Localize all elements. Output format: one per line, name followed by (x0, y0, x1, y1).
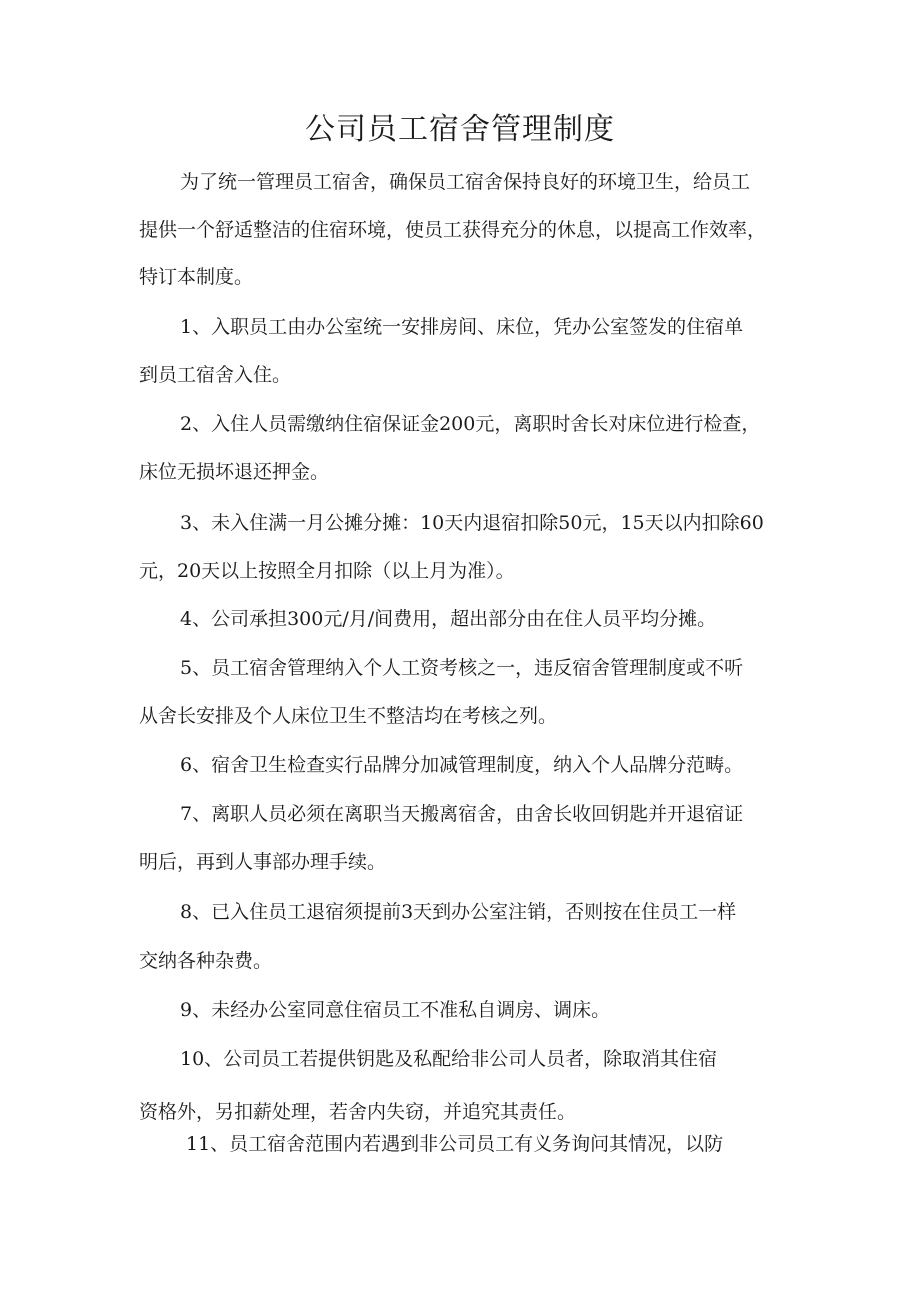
rule-10-line-2: 资格外，另扣薪处理，若舍内失窃，并追究其责任。 (139, 1101, 577, 1123)
rule-3-line-2: 元，20天以上按照全月扣除（以上月为准）。 (139, 560, 515, 582)
intro-line-2: 提供一个舒适整洁的住宿环境，使员工获得充分的休息，以提高工作效率， (139, 219, 767, 241)
rule-4-line-1: 4、公司承担300元/月/间费用，超出部分由在住人员平均分摊。 (180, 608, 717, 630)
document-title: 公司员工宿舍管理制度 (305, 112, 615, 147)
rule-10-line-1: 10、公司员工若提供钥匙及私配给非公司人员者，除取消其住宿 (180, 1048, 718, 1070)
rule-8-line-1: 8、已入住员工退宿须提前3天到办公室注销，否则按在住员工一样 (180, 901, 737, 923)
rule-7-line-1: 7、离职人员必须在离职当天搬离宿舍，由舍长收回钥匙并开退宿证 (180, 803, 744, 825)
rule-2-line-2: 床位无损坏退还押金。 (139, 461, 330, 483)
rule-2-line-1: 2、入住人员需缴纳住宿保证金200元，离职时舍长对床位进行检查， (180, 413, 761, 435)
rule-5-line-2: 从舍长安排及个人床位卫生不整洁均在考核之列。 (139, 705, 558, 727)
rule-6-line-1: 6、宿舍卫生检查实行品牌分加减管理制度，纳入个人品牌分范畴。 (180, 754, 744, 776)
rule-1-line-2: 到员工宿舍入住。 (139, 364, 292, 386)
rule-11-line-1: 11、员工宿舍范围内若遇到非公司员工有义务询问其情况，以防 (186, 1133, 724, 1155)
rule-3-line-1: 3、未入住满一月公摊分摊：10天内退宿扣除50元，15天以内扣除60 (180, 512, 764, 534)
rule-1-line-1: 1、入职员工由办公室统一安排房间、床位，凭办公室签发的住宿单 (180, 316, 744, 338)
rule-9-line-1: 9、未经办公室同意住宿员工不准私自调房、调床。 (180, 999, 611, 1021)
rule-5-line-1: 5、员工宿舍管理纳入个人工资考核之一，违反宿舍管理制度或不听 (180, 657, 744, 679)
rule-7-line-2: 明后，再到人事部办理手续。 (139, 851, 387, 873)
intro-line-1: 为了统一管理员工宿舍，确保员工宿舍保持良好的环境卫生，给员工 (180, 171, 751, 193)
rule-8-line-2: 交纳各种杂费。 (139, 950, 273, 972)
intro-line-3: 特订本制度。 (139, 266, 254, 288)
